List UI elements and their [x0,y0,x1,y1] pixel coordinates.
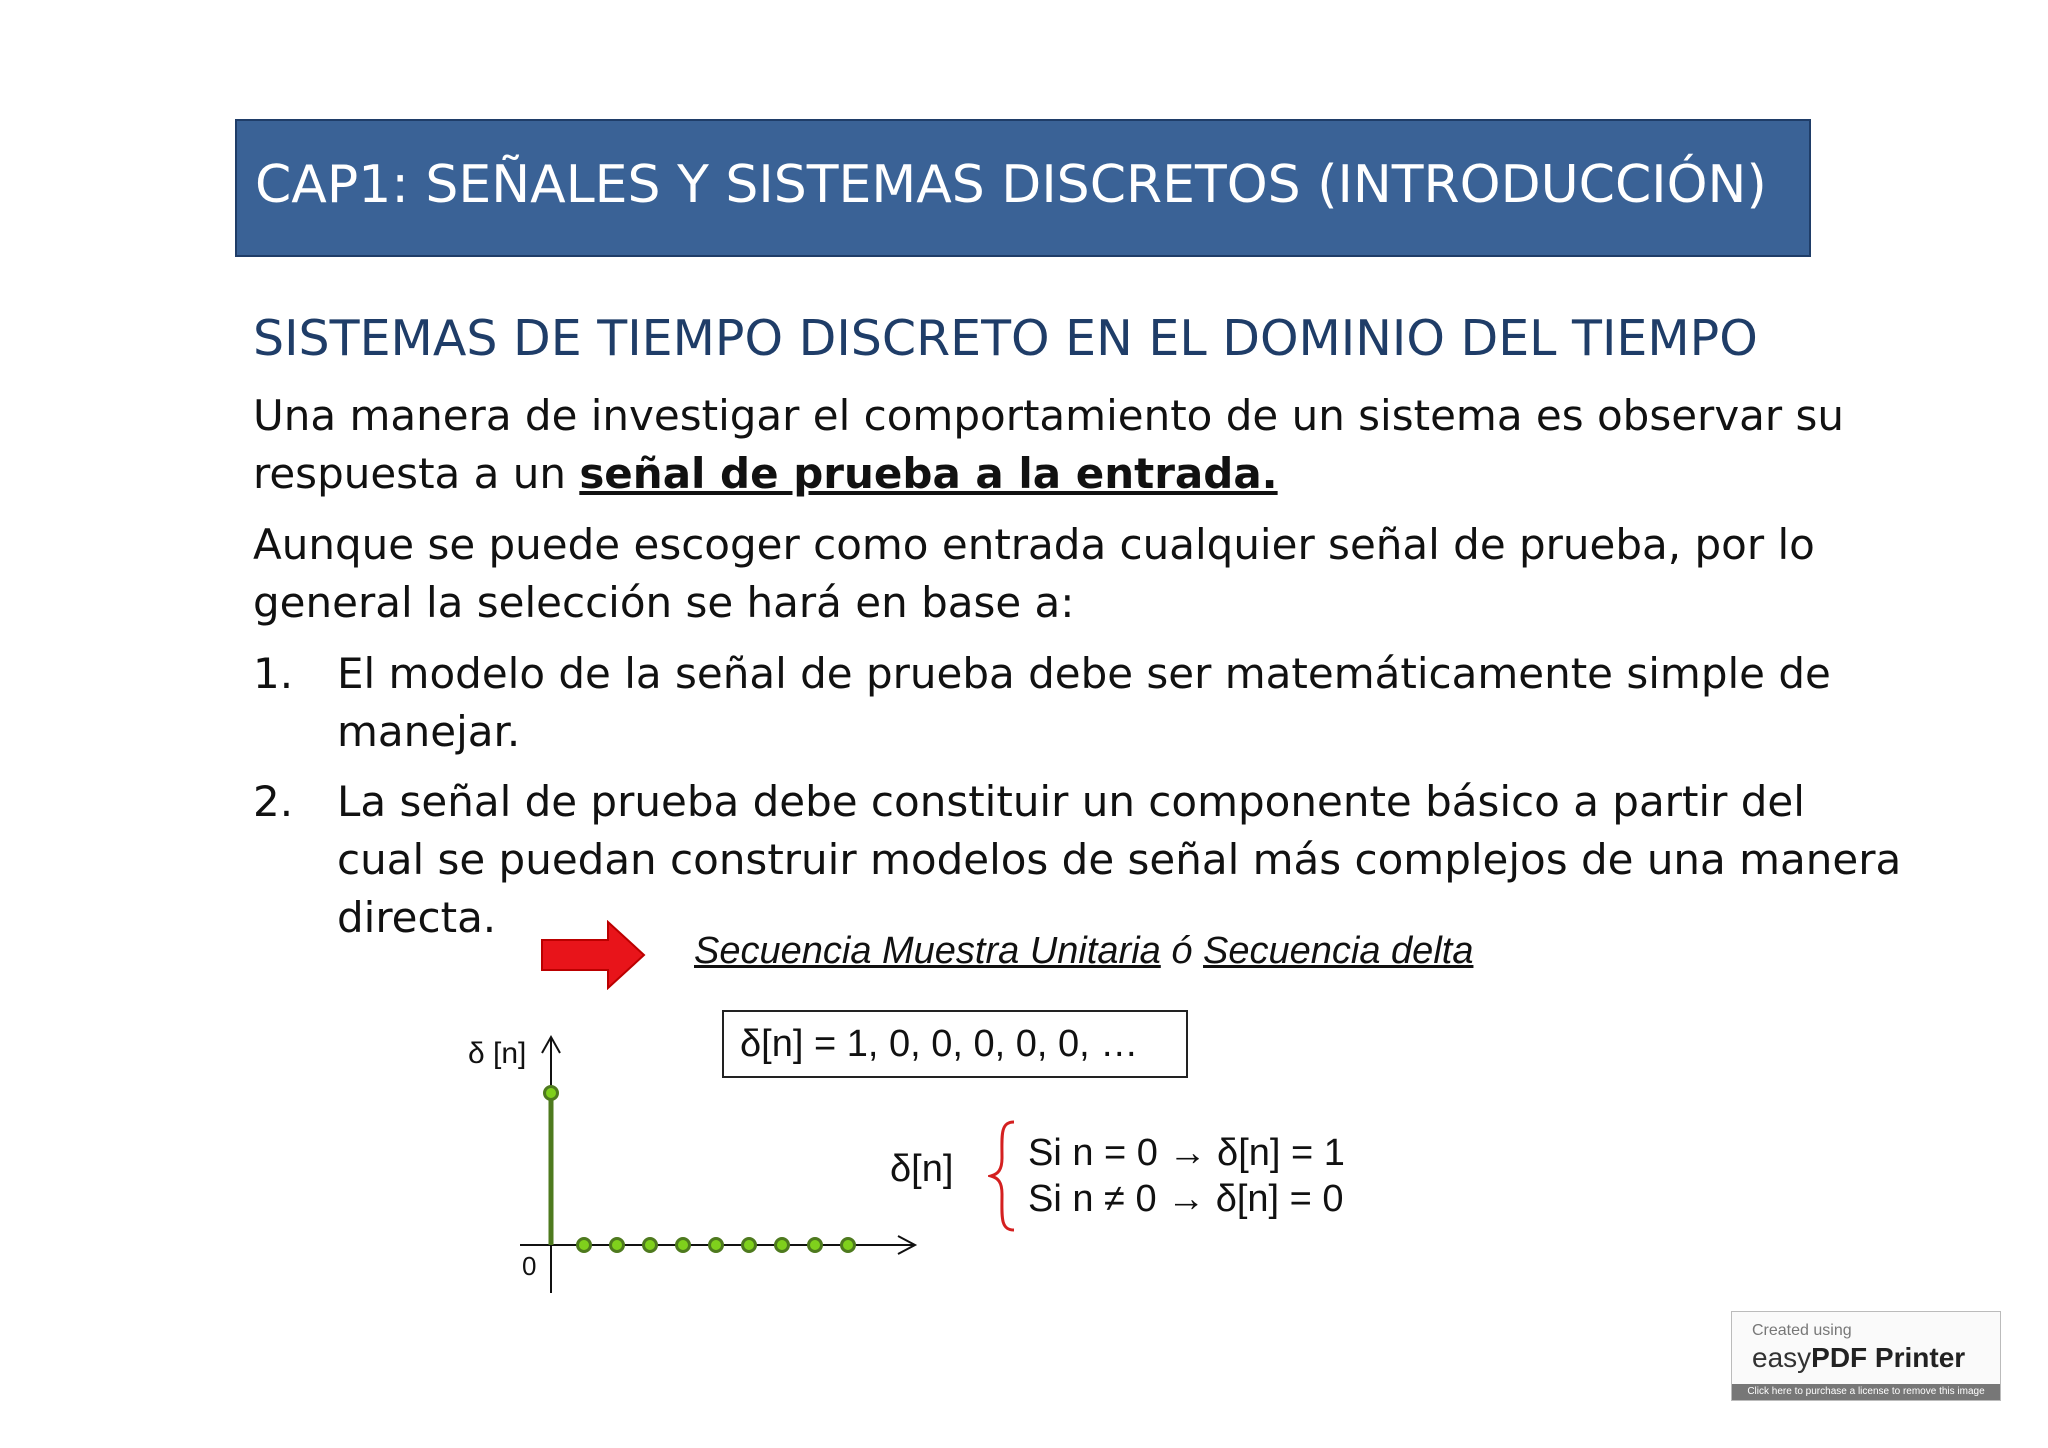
slide-title: CAP1: SEÑALES Y SISTEMAS DISCRETOS (INTRODUCCIÓN) [255,155,1767,215]
right-arrow-icon [540,920,646,990]
slide-title-bar [235,119,1811,257]
stem-marker [743,1239,756,1252]
formula-box: δ[n] = 1, 0, 0, 0, 0, 0, … [722,1010,1188,1078]
section-subtitle: SISTEMAS DE TIEMPO DISCRETO EN EL DOMINIO DEL TIEMPO [253,310,1758,367]
stem-marker [776,1239,789,1252]
plot-y-label: δ [n] [468,1037,527,1070]
unit-sample-stem-plot [460,1025,930,1305]
watermark-brand-prefix: easy [1752,1342,1812,1373]
list-item-text-line1: El modelo de la señal de prueba debe ser matemáticamente simple de [337,649,1831,698]
paragraph-intro [253,387,1844,503]
definition-case-zero: Si n = 0 → δ[n] = 1 [1028,1132,1345,1174]
stem-marker [710,1239,723,1252]
list-item-number: 2. [253,777,294,826]
caption-delta-sequence: Secuencia delta [1203,930,1474,972]
watermark-created-using: Created using [1752,1322,1852,1339]
easypdf-watermark[interactable] [1731,1311,2001,1401]
stem-marker [578,1239,591,1252]
caption-join: ó [1160,930,1204,972]
stem-marker [809,1239,822,1252]
paragraph-selection [253,516,1815,632]
plot-origin-label: 0 [522,1251,537,1281]
list-item [253,645,1831,761]
paragraph-selection-line2: general la selección se hará en base a: [253,578,1075,627]
stem-marker [677,1239,690,1252]
stem-marker [545,1087,558,1100]
list-item-text-line3: directa. [337,893,497,942]
paragraph-selection-line1: Aunque se puede escoger como entrada cualquier señal de prueba, por lo [253,520,1815,569]
left-brace-icon [988,1118,1018,1234]
list-item-number: 1. [253,649,294,698]
paragraph-intro-line1: Una manera de investigar el comportamiento de un sistema es observar su [253,391,1845,440]
stem-marker [611,1239,624,1252]
list-item-text-line2: manejar. [337,707,521,756]
delta-definition-label: δ[n] [890,1148,954,1190]
caption-unit-sample: Secuencia Muestra Unitaria [694,930,1161,972]
stem-marks [545,1087,855,1252]
watermark-brand [1752,1342,1965,1374]
watermark-brand-bold: PDF Printer [1811,1342,1966,1373]
watermark-purchase-link[interactable]: Click here to purchase a license to remove this image [1732,1384,2000,1400]
definition-case-nonzero: Si n ≠ 0 → δ[n] = 0 [1028,1178,1344,1220]
paragraph-intro-line2-prefix: respuesta a un [253,449,580,498]
stem-marker [644,1239,657,1252]
list-item [253,773,1901,947]
paragraph-intro-emphasis: señal de prueba a la entrada. [579,449,1278,498]
list-item-text-line1: La señal de prueba debe constituir un componente básico a partir del [337,777,1805,826]
figure-caption [694,930,1473,973]
list-item-text-line2: cual se puedan construir modelos de señal más complejos de una manera [337,835,1902,884]
stem-marker [842,1239,855,1252]
